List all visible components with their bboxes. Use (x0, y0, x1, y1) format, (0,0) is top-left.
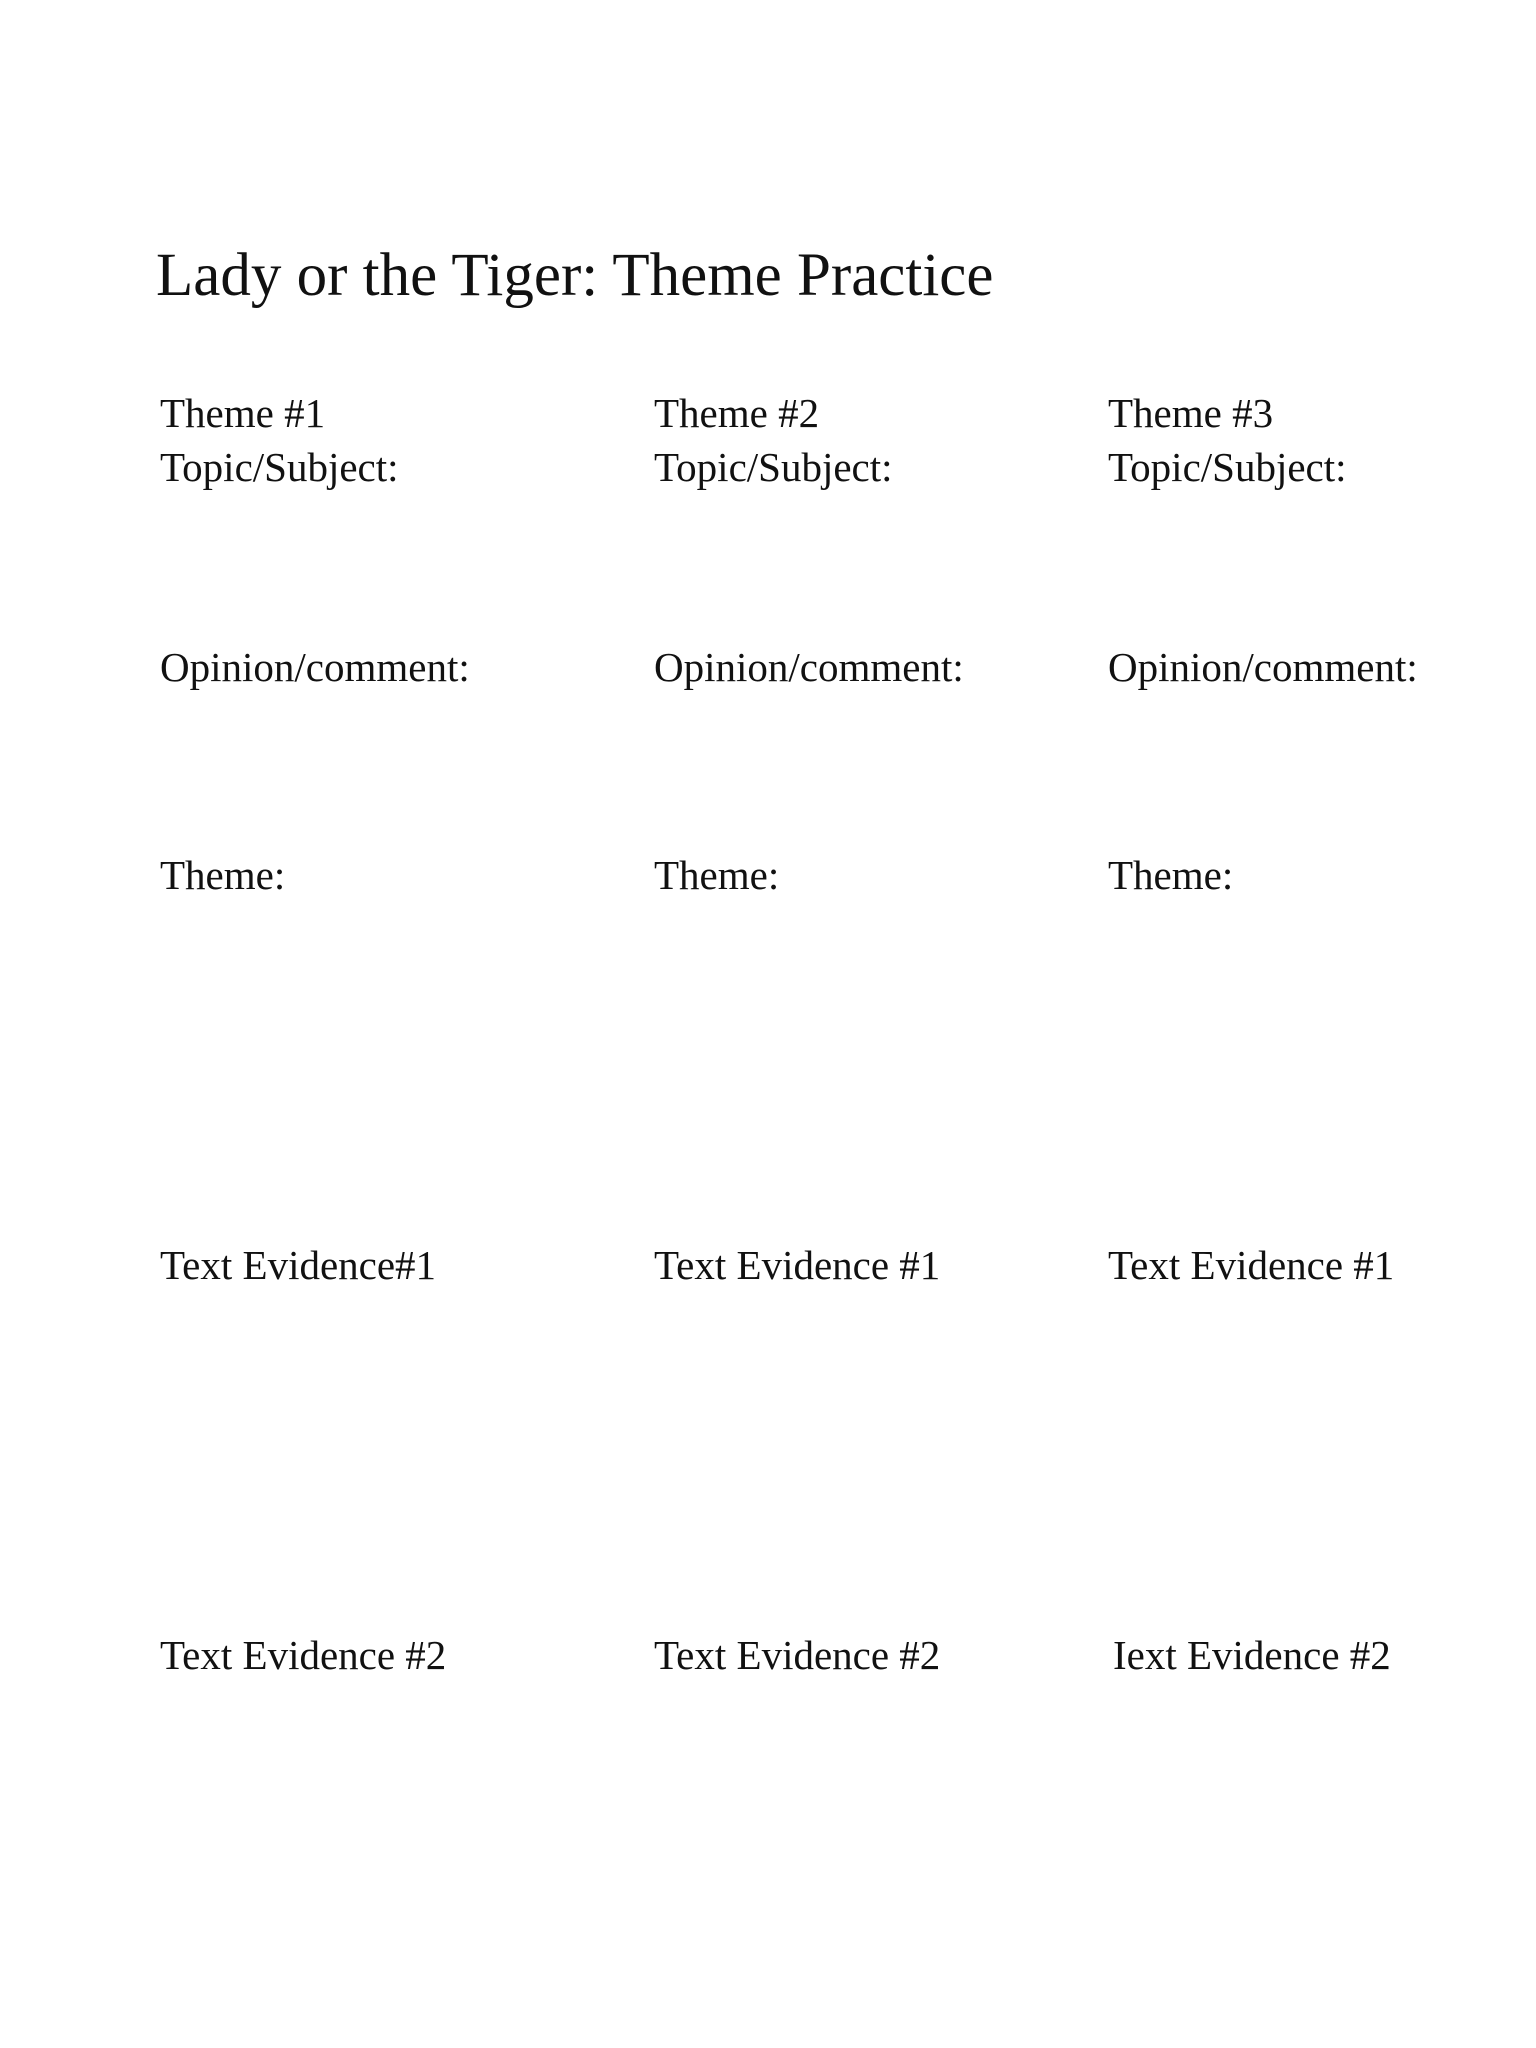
theme-3-heading: Theme #3 (1108, 390, 1274, 436)
theme-1-topic-label: Topic/Subject: (160, 444, 399, 490)
page-title: Lady or the Tiger: Theme Practice (156, 242, 994, 309)
theme-2-evidence-2-label: Text Evidence #2 (654, 1632, 941, 1678)
theme-3-theme-label: Theme: (1108, 852, 1234, 898)
theme-3-opinion-label: Opinion/comment: (1108, 644, 1418, 690)
theme-1-evidence-1-label: Text Evidence#1 (160, 1242, 437, 1288)
theme-3-topic-label: Topic/Subject: (1108, 444, 1347, 490)
theme-3-evidence-2-label: Iext Evidence #2 (1113, 1632, 1391, 1678)
theme-1-evidence-2-label: Text Evidence #2 (160, 1632, 447, 1678)
theme-2-opinion-label: Opinion/comment: (654, 644, 964, 690)
theme-1-opinion-label: Opinion/comment: (160, 644, 470, 690)
theme-2-heading: Theme #2 (654, 390, 820, 436)
theme-2-topic-label: Topic/Subject: (654, 444, 893, 490)
theme-3-evidence-1-label: Text Evidence #1 (1108, 1242, 1395, 1288)
theme-2-theme-label: Theme: (654, 852, 780, 898)
theme-1-theme-label: Theme: (160, 852, 286, 898)
theme-1-heading: Theme #1 (160, 390, 326, 436)
theme-2-evidence-1-label: Text Evidence #1 (654, 1242, 941, 1288)
